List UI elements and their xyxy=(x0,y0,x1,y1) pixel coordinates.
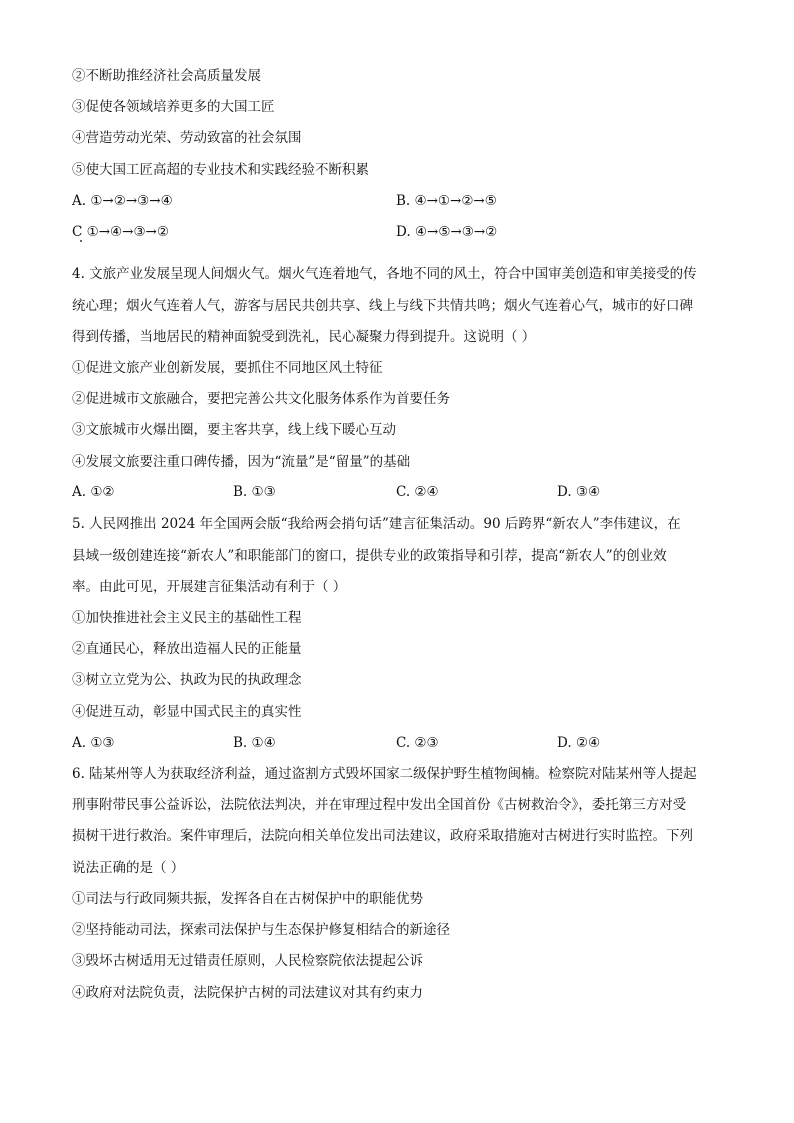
q4-stem-line-2: 统心理；烟火气连着人气，游客与居民共创共享、线上与线下共情共鸣；烟火气连着心气，城市的好口碑 xyxy=(72,298,693,314)
q4-stem-line-3: 得到传播，当地居民的精神面貌受到洗礼，民心凝聚力得到提升。这说明（ ） xyxy=(72,329,536,345)
q4-statement-4: ④发展文旅要注重口碑传播，因为“流量”是“留量”的基础 xyxy=(72,454,411,470)
q4-statement-2: ②促进城市文旅融合，要把完善公共文化服务体系作为首要任务 xyxy=(72,391,450,407)
q3-option-c: C ①→④→③→② xyxy=(72,224,169,240)
q3-option-b: B. ④→①→②→⑤ xyxy=(396,193,497,209)
q3-statement-4: ④营造劳动光荣、劳动致富的社会氛围 xyxy=(72,130,302,146)
q5-option-d: D. ②④ xyxy=(557,735,601,751)
stray-dot-mark xyxy=(80,240,82,242)
q6-statement-3: ③毁坏古树适用无过错责任原则，人民检察院依法提起公诉 xyxy=(72,953,423,969)
q5-statement-3: ③树立立党为公、执政为民的执政理念 xyxy=(72,672,302,688)
q4-statement-1: ①促进文旅产业创新发展，要抓住不同地区风土特征 xyxy=(72,360,383,376)
q4-stem-line-1: 4. 文旅产业发展呈现人间烟火气。烟火气连着地气，各地不同的风土，符合中国审美创造和审美接受的传 xyxy=(72,266,697,282)
q4-statement-3: ③文旅城市火爆出圈，要主客共享，线上线下暖心互动 xyxy=(72,422,396,438)
q4-option-c: C. ②④ xyxy=(396,484,439,500)
q4-option-a: A. ①② xyxy=(72,484,115,500)
q5-stem-line-1: 5. 人民网推出 2024 年全国两会版“我给两会捎句话”建言征集活动。90 后跨界“新农人”李伟建议，在 xyxy=(72,516,681,532)
q5-option-a: A. ①③ xyxy=(72,735,115,751)
q5-option-c: C. ②③ xyxy=(396,735,439,751)
q6-stem-line-3: 损树干进行救治。案件审理后，法院向相关单位发出司法建议，政府采取措施对古树进行实时监控。下列 xyxy=(72,828,693,844)
q5-statement-1: ①加快推进社会主义民主的基础性工程 xyxy=(72,610,302,626)
q6-statement-2: ②坚持能动司法，探索司法保护与生态保护修复相结合的新途径 xyxy=(72,922,450,938)
q6-stem-line-1: 6. 陆某州等人为获取经济利益，通过盗割方式毁坏国家二级保护野生植物闽楠。检察院对陆某州等人提起 xyxy=(72,766,697,782)
q5-statement-2: ②直通民心，释放出造福人民的正能量 xyxy=(72,641,302,657)
q5-stem-line-3: 率。由此可见，开展建言征集活动有利于（ ） xyxy=(72,579,347,595)
q6-statement-1: ①司法与行政同频共振，发挥各自在古树保护中的职能优势 xyxy=(72,891,423,907)
q3-statement-5: ⑤使大国工匠高超的专业技术和实践经验不断积累 xyxy=(72,162,369,178)
q6-stem-line-2: 刑事附带民事公益诉讼，法院依法判决，并在审理过程中发出全国首份《古树救治令》，委托第三方对受 xyxy=(72,797,687,813)
q5-option-b: B. ①④ xyxy=(233,735,276,751)
q6-stem-line-4: 说法正确的是（ ） xyxy=(72,860,185,876)
q4-option-d: D. ③④ xyxy=(557,484,601,500)
q3-option-d: D. ④→⑤→③→② xyxy=(396,224,498,240)
q3-statement-2: ②不断助推经济社会高质量发展 xyxy=(72,68,261,84)
q4-option-b: B. ①③ xyxy=(233,484,276,500)
q5-stem-line-2: 县域一级创建连接“新农人”和职能部门的窗口，提供专业的政策指导和引荐，提高“新农人”的创业效 xyxy=(72,548,667,564)
q3-option-a: A. ①→②→③→④ xyxy=(72,193,173,209)
q6-statement-4: ④政府对法院负责，法院保护古树的司法建议对其有约束力 xyxy=(72,985,423,1001)
q5-statement-4: ④促进互动，彰显中国式民主的真实性 xyxy=(72,704,302,720)
q3-statement-3: ③促使各领域培养更多的大国工匠 xyxy=(72,99,275,115)
